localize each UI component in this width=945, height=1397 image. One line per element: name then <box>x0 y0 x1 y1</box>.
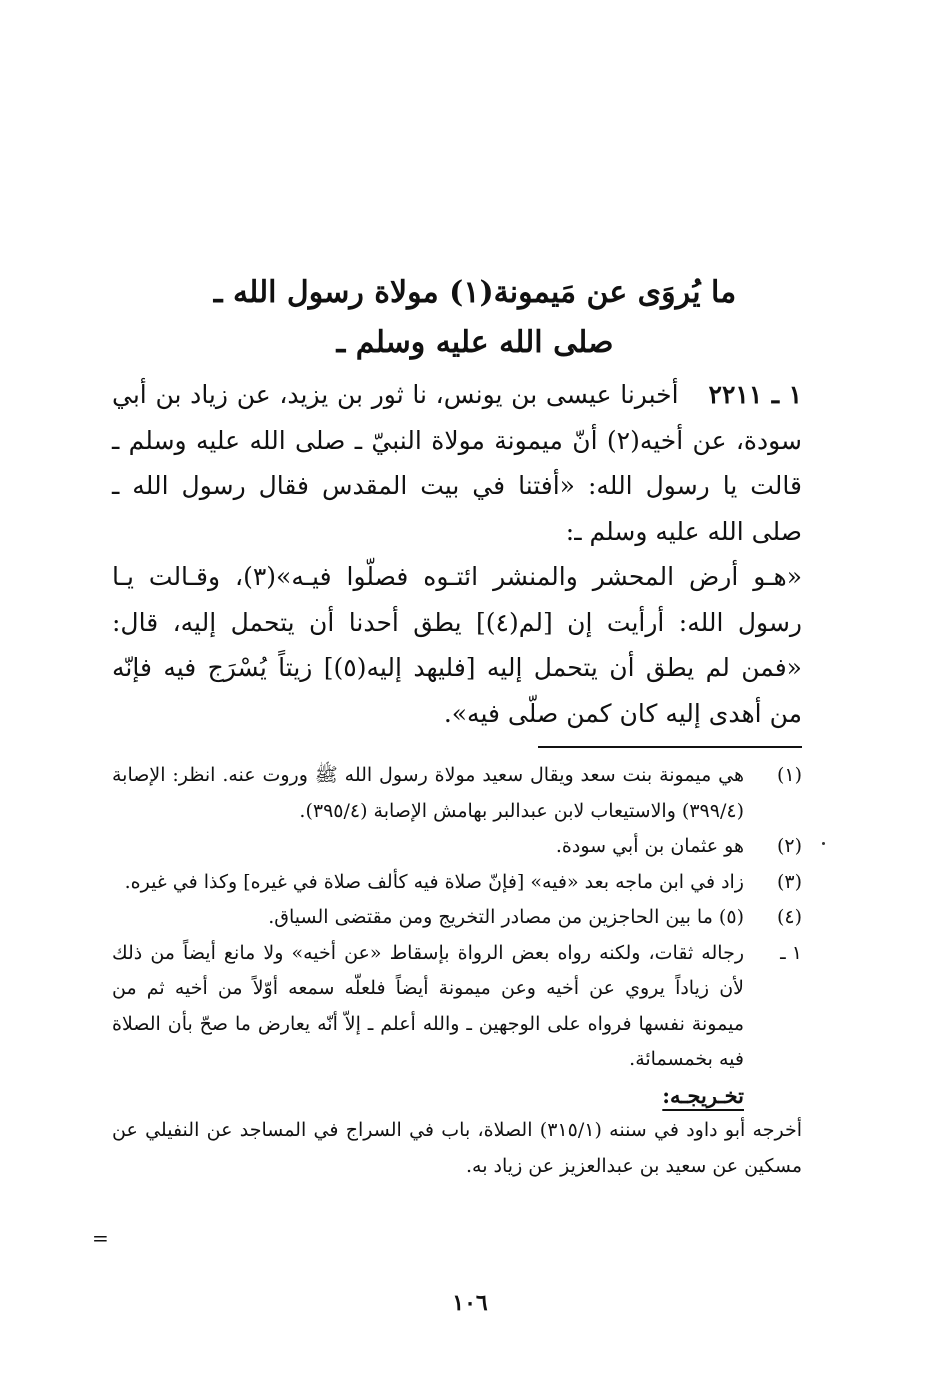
footnote-marker: (١) <box>776 764 802 786</box>
footnote-marker: ١ ـ <box>780 941 802 964</box>
takhrij-text: أخرجه أبو داود في سننه (٣١٥/١) الصلاة، باب في السراج في المساجد عن النفيلي عن مسكين عن سعيد بن عبدالعزيز عن زياد به. <box>112 1119 802 1177</box>
page-number: ١٠٦ <box>452 1290 488 1316</box>
footnote-text: زاد في ابن ماجه بعد «فيه» [فإنّ صلاة فيه كألف صلاة في غيره] وكذا في غيره. <box>124 870 744 893</box>
footnotes <box>112 758 802 1184</box>
title-line-2: صلى الله عليه وسلم ـ <box>336 325 614 360</box>
footnote-marker: (٢) <box>776 835 802 857</box>
footnote-separator <box>538 746 802 748</box>
footnote-marker: (٣) <box>776 870 802 893</box>
hadith-paragraph-2 <box>112 554 802 736</box>
hadith-paragraph-2-text: «هـو أرض المحشر والمنشر ائتـوه فصلّوا فيـه»(٣)، وقـالت يـا رسول الله: أرأيت إن [لم(٤)] يطق أحدنا أن يتحمل إليه، قال: «فمن لم يطق أن يتحمل إليه [فليهد إليه(٥)] زيتاً يُسْرَج فيه فإنّه من أهدى إليه كان كمن صلّى فيه». <box>112 562 802 728</box>
footnote-text: هي ميمونة بنت سعد ويقال سعيد مولاة رسول الله ﷺ وروت عنه. انظر: الإصابة (٣٩٩/٤) والاستيعاب لابن عبدالبر بهامش الإصابة (٣٩٥/٤). <box>112 764 744 822</box>
stray-dot <box>822 842 825 845</box>
continuation-mark: = <box>92 1226 109 1250</box>
footnote-text: (٥) ما بين الحاجزين من مصادر التخريج ومن مقتضى السياق. <box>268 906 744 928</box>
footnote-2 <box>112 829 802 865</box>
footnote-3 <box>112 865 802 901</box>
footnote-4 <box>112 900 802 936</box>
takhrij-heading: تخـريجـه: <box>662 1082 744 1108</box>
footnote-1 <box>112 758 802 829</box>
hadith-number: ١ ـ ٢٢١١ <box>708 380 802 409</box>
page-title <box>160 268 790 368</box>
footnote-text: رجاله ثقات، ولكنه رواه بعض الرواة بإسقاط «عن أخيه» ولا مانع أيضاً من ذلك لأن زياداً يروي عن أخيه وعن ميمونة أيضاً فلعلّه سمعه أوّلاً من أخيه ثم من ميمونة نفسها فرواه على الوجهين ـ والله أعلم ـ إلاّ أنّه يعارض ما صحّ بأن الصلاة فيه بخمسمائة. <box>112 941 744 1070</box>
hadith-paragraph-1 <box>112 372 802 554</box>
title-line-1: ما يُروَى عن مَيمونة(١) مولاة رسول الله ـ <box>213 275 737 310</box>
footnote-commentary <box>112 936 802 1078</box>
hadith-paragraph-1-text: أخبرنا عيسى بن يونس، نا ثور بن يزيد، عن زياد بن أبي سودة، عن أخيه(٢) أنّ ميمونة مولاة النبيّ ـ صلى الله عليه وسلم ـ قالت يا رسول الله: «أفتنا في بيت المقدس فقال رسول الله ـ صلى الله عليه وسلم ـ: <box>112 380 802 546</box>
hadith-text <box>112 372 802 736</box>
footnote-text: هو عثمان بن أبي سودة. <box>555 835 744 857</box>
footnote-marker: (٤) <box>776 906 802 928</box>
